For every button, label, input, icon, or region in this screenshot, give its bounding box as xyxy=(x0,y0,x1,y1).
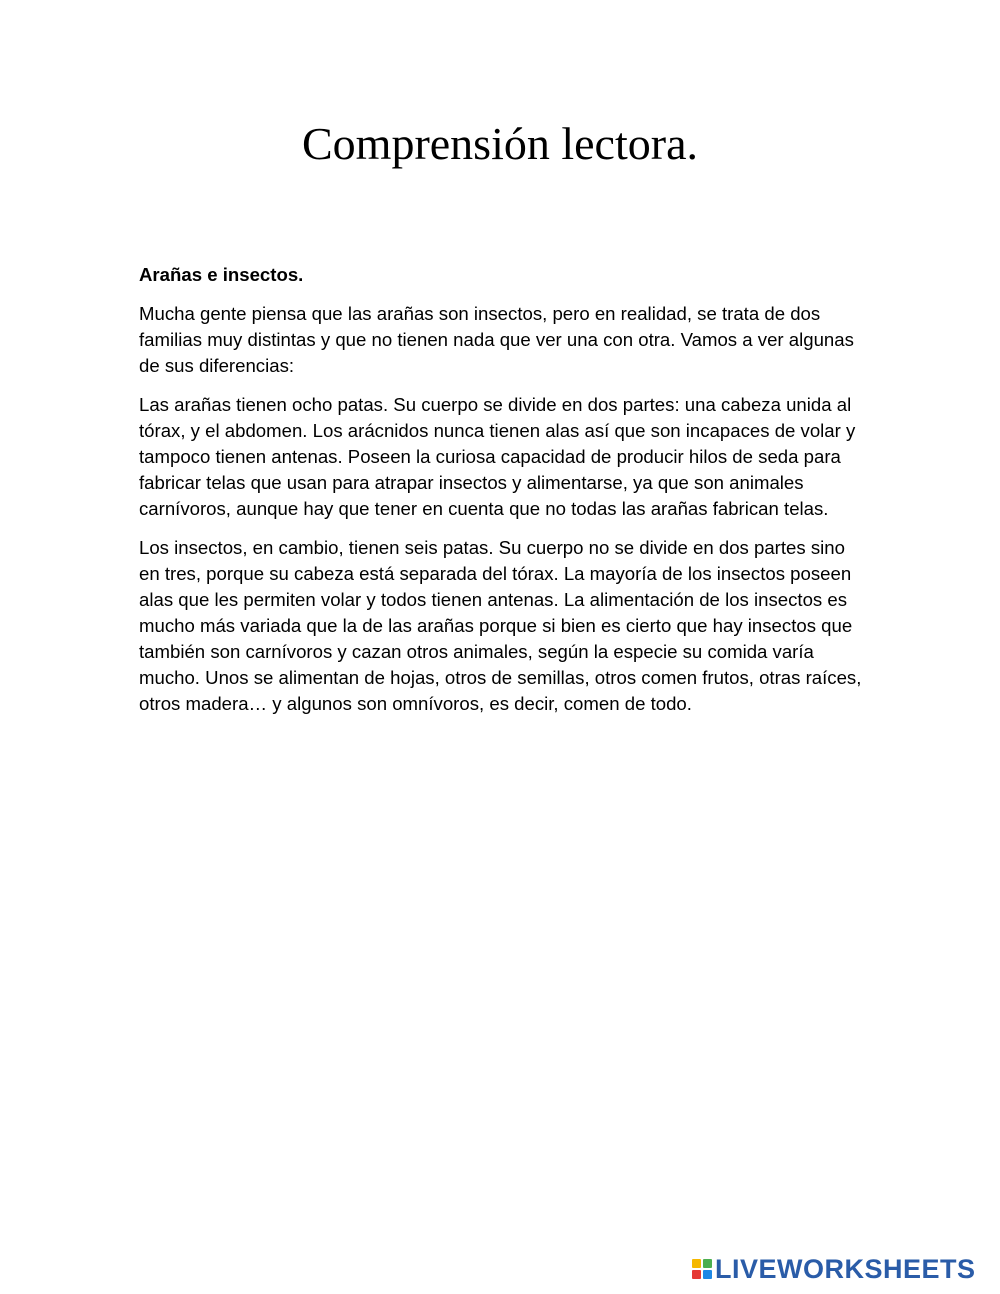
section-heading: Arañas e insectos. xyxy=(139,264,304,285)
paragraph-spiders: Las arañas tienen ocho patas. Su cuerpo se divide en dos partes: una cabeza unida al tórax, y el abdomen. Los arácnidos nunca tienen alas así que son incapaces de volar y tampoco tienen antenas. Poseen la curiosa capacidad de producir hilos de seda para fabricar telas que usan para atrapar insectos y alimentarse, ya que son animales carnívoros, aunque hay que tener en cuenta que no todas las arañas fabrican telas. xyxy=(139,394,856,519)
liveworksheets-logo[interactable] xyxy=(692,1254,976,1284)
paragraph-insects: Los insectos, en cambio, tienen seis patas. Su cuerpo no se divide en dos partes sino en tres, porque su cabeza está separada del tórax. La mayoría de los insectos poseen alas que les permiten volar y todos tienen antenas. La alimentación de los insectos es mucho más variada que la de las arañas porque si bien es cierto que hay insectos que también son carnívoros y cazan otros animales, según la especie su comida varía mucho. Unos se alimentan de hojas, otros de semillas, otros comen frutos, otras raíces, otros madera… y algunos son omnívoros, es decir, comen de todo. xyxy=(139,537,862,714)
logo-square-red xyxy=(692,1270,701,1279)
logo-square-green xyxy=(703,1259,712,1268)
page-title: Comprensión lectora. xyxy=(301,118,698,169)
liveworksheets-wordmark: LIVEWORKSHEETS xyxy=(715,1254,976,1284)
logo-square-blue xyxy=(703,1270,712,1279)
paragraph-intro: Mucha gente piensa que las arañas son insectos, pero en realidad, se trata de dos familias muy distintas y que no tienen nada que ver una con otra. Vamos a ver algunas de sus diferencias: xyxy=(139,303,854,376)
document-body xyxy=(139,262,864,730)
liveworksheets-logo-icon xyxy=(692,1259,712,1279)
logo-square-yellow xyxy=(692,1259,701,1268)
